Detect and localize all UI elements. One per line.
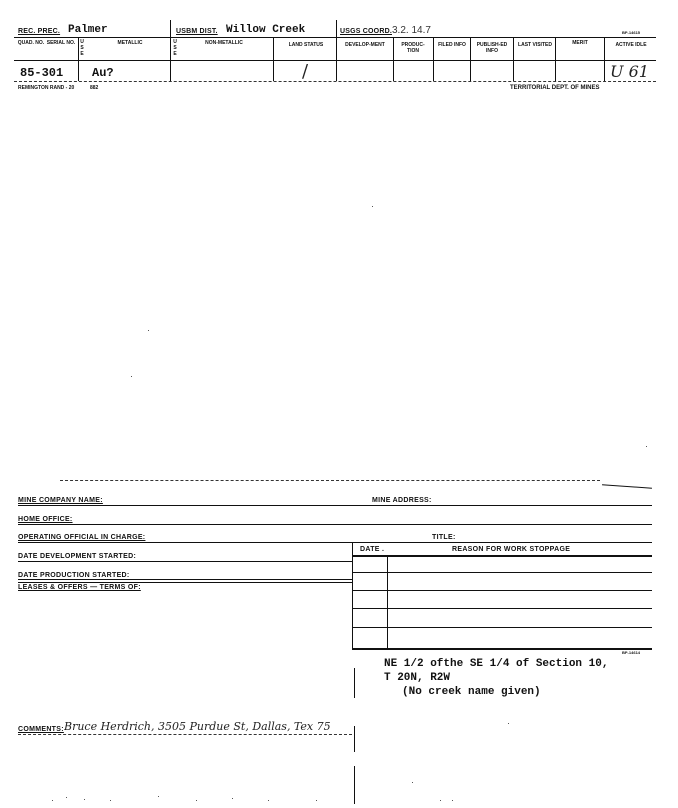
printer-code: 882	[90, 85, 99, 91]
home-office-label: HOME OFFICE:	[18, 516, 73, 523]
usbm-dist-value: Willow Creek	[226, 24, 306, 36]
location-line-2: T 20N, R2W	[384, 672, 451, 684]
rule	[18, 524, 652, 525]
comments-handwritten: Bruce Herdrich, 3505 Purdue St, Dallas, Tex 75	[64, 720, 331, 733]
scan-speck	[148, 330, 149, 331]
col-divider	[393, 37, 394, 81]
mine-address-label: MINE ADDRESS:	[372, 497, 432, 504]
col-published-info: PUBLISH-ED INFO	[476, 42, 508, 54]
col-divider	[604, 37, 605, 81]
col-divider	[555, 37, 556, 81]
col-divider	[513, 37, 514, 81]
reason-column-header: REASON FOR WORK STOPPAGE	[452, 546, 571, 553]
usbm-dist-label: USBM DIST.	[176, 28, 218, 35]
panel-divider	[354, 726, 355, 752]
record-land-status-mark: /	[302, 61, 309, 82]
rule	[18, 734, 352, 735]
col-active-idle: ACTIVE IDLE	[615, 42, 647, 48]
col-divider	[433, 37, 434, 81]
record-dashed-rule	[14, 81, 656, 82]
col-non-metallic: NON-METALLIC	[205, 40, 243, 46]
usgs-coord-value: 3.2. 14.7	[392, 25, 431, 36]
scan-speck	[110, 800, 111, 801]
table-divider	[387, 555, 388, 650]
date-development-started-label: DATE DEVELOPMENT STARTED:	[18, 553, 137, 560]
title-label: TITLE:	[432, 534, 456, 541]
department-label: TERRITORIAL DEPT. OF MINES	[510, 85, 600, 91]
form-number-top: BP-14615	[622, 30, 641, 35]
date-production-started-label: DATE PRODUCTION STARTED:	[18, 572, 130, 579]
rule	[352, 572, 652, 573]
rule	[18, 579, 352, 580]
col-development: DEVELOP-MENT	[345, 42, 385, 48]
col-use-metallic: U S E	[80, 39, 84, 57]
scan-speck	[268, 800, 269, 801]
col-production: PRODUC-TION	[401, 42, 425, 54]
col-divider	[273, 37, 274, 81]
location-line-3: (No creek name given)	[402, 686, 541, 698]
scan-speck	[372, 206, 373, 207]
col-divider	[170, 20, 171, 81]
usgs-coord-label: USGS COORD.	[340, 28, 392, 35]
scan-speck	[440, 800, 441, 801]
scan-speck	[232, 798, 233, 799]
form-number-bottom: BP-14614	[622, 650, 641, 655]
rule	[18, 582, 352, 583]
scan-speck	[84, 799, 85, 800]
location-line-1: NE 1/2 ofthe SE 1/4 of Section 10,	[384, 658, 609, 670]
record-quad-serial: 85-301	[20, 66, 64, 80]
date-column-header: DATE .	[360, 546, 385, 553]
table-divider	[352, 542, 353, 650]
header-bottom-rule	[14, 60, 656, 61]
scan-speck	[131, 376, 132, 377]
col-use-nonmetallic: U S E	[173, 39, 177, 57]
rule	[18, 505, 652, 506]
lower-card-top-edge	[60, 480, 600, 481]
panel-divider	[354, 668, 355, 698]
rule	[18, 542, 652, 543]
scan-speck	[158, 796, 159, 797]
scan-speck	[66, 797, 67, 798]
rec-prec-value: Palmer	[68, 24, 108, 36]
scan-speck	[196, 800, 197, 801]
record-metallic: Au?	[92, 66, 114, 80]
scan-speck	[412, 782, 413, 783]
scan-speck	[452, 800, 453, 801]
leases-label: LEASES & OFFERS — TERMS OF:	[18, 584, 141, 591]
card-edge-curl	[602, 484, 652, 488]
scan-speck	[646, 446, 647, 447]
record-active-idle-mark: U 61	[610, 62, 649, 81]
rec-prec-label: REC. PREC.	[18, 28, 61, 35]
scan-speck	[316, 800, 317, 801]
col-merit: MERIT	[572, 40, 588, 46]
scan-speck	[52, 800, 53, 801]
col-last-visited: LAST VISITED	[518, 42, 552, 48]
panel-divider	[354, 766, 355, 804]
rule	[352, 648, 652, 650]
rule	[18, 561, 352, 562]
rule	[352, 590, 652, 591]
col-quad-no: QUAD. NO.	[17, 40, 45, 46]
rule	[352, 627, 652, 628]
mine-company-name-label: MINE COMPANY NAME:	[18, 497, 103, 504]
col-divider	[470, 37, 471, 81]
scan-speck	[508, 723, 509, 724]
rule	[352, 608, 652, 609]
col-serial-no: SERIAL NO.	[46, 40, 76, 46]
col-filed-info: FILED INFO	[438, 42, 466, 48]
comments-label: COMMENTS:	[18, 726, 64, 733]
col-metallic: METALLIC	[117, 40, 143, 46]
header-top-rule	[14, 37, 656, 38]
printer-label: REMINGTON RAND - 20	[18, 85, 75, 91]
col-divider	[336, 20, 337, 81]
rule	[352, 555, 652, 557]
operating-official-label: OPERATING OFFICIAL IN CHARGE:	[18, 534, 146, 541]
col-land-status: LAND STATUS	[288, 42, 324, 48]
